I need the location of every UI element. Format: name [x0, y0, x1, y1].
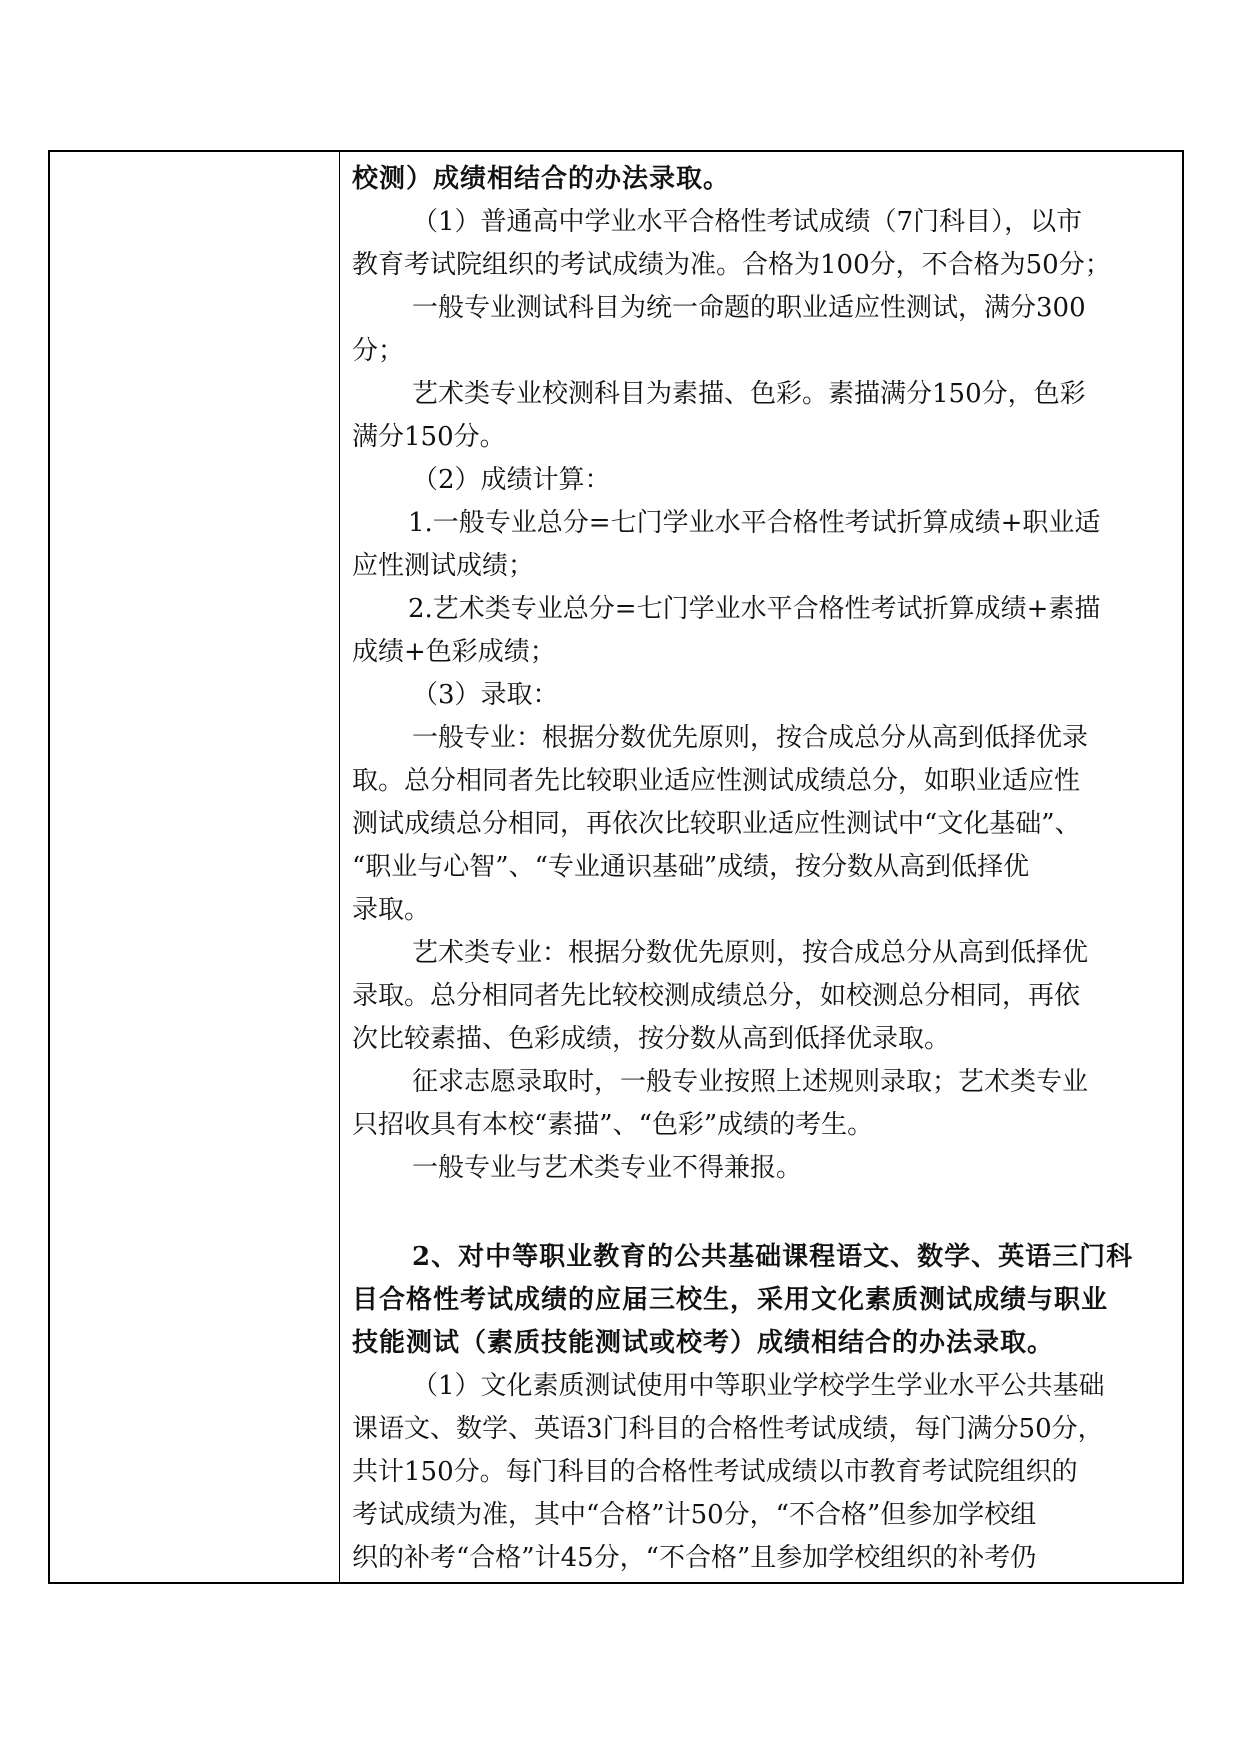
- text-line: 2.艺术类专业总分=七门学业水平合格性考试折算成绩+素描: [408, 594, 1101, 624]
- text-line: 教育考试院组织的考试成绩为准。合格为100分，不合格为50分；: [352, 250, 1111, 280]
- table-left-cell: [50, 152, 340, 1582]
- text-line: 满分150分。: [352, 422, 506, 452]
- text-line: 一般专业测试科目为统一命题的职业适应性测试，满分300: [412, 293, 1086, 323]
- text-line: 应性测试成绩；: [352, 551, 535, 581]
- text-line: 共计150分。每门科目的合格性考试成绩以市教育考试院组织的: [352, 1457, 1078, 1487]
- admission-rules-table: [48, 150, 1184, 1584]
- text-line: 一般专业：根据分数优先原则，按合成总分从高到低择优录: [412, 723, 1089, 753]
- text-line: 成绩+色彩成绩；: [352, 637, 556, 667]
- text-line: 征求志愿录取时，一般专业按照上述规则录取；艺术类专业: [412, 1067, 1089, 1097]
- text-line: 考试成绩为准，其中“合格”计50分，“不合格”但参加学校组: [352, 1500, 1037, 1530]
- text-line: （1）文化素质测试使用中等职业学校学生学业水平公共基础: [412, 1371, 1105, 1401]
- text-line: （1）普通高中学业水平合格性考试成绩（7门科目），以市: [412, 207, 1083, 237]
- text-line: “职业与心智”、“专业通识基础”成绩，按分数从高到低择优: [352, 852, 1030, 882]
- text-line: 只招收具有本校“素描”、“色彩”成绩的考生。: [352, 1110, 874, 1140]
- text-line: 测试成绩总分相同，再依次比较职业适应性测试中“文化基础”、: [352, 809, 1081, 839]
- text-line: 艺术类专业：根据分数优先原则，按合成总分从高到低择优: [412, 938, 1089, 968]
- text-line: 分；: [352, 336, 405, 366]
- text-line: 一般专业与艺术类专业不得兼报。: [412, 1153, 803, 1183]
- section-heading-line: 2、对中等职业教育的公共基础课程语文、数学、英语三门科: [412, 1242, 1134, 1272]
- text-line: （2）成绩计算：: [412, 465, 611, 495]
- text-line: 1.一般专业总分=七门学业水平合格性考试折算成绩+职业适: [408, 508, 1101, 538]
- text-line: 取。总分相同者先比较职业适应性测试成绩总分，如职业适应性: [352, 766, 1081, 796]
- text-line: 织的补考“合格”计45分，“不合格”且参加学校组织的补考仍: [352, 1543, 1037, 1573]
- text-line: 录取。: [352, 895, 431, 925]
- text-line: （3）录取：: [412, 680, 559, 710]
- text-line: 课语文、数学、英语3门科目的合格性考试成绩，每门满分50分，: [352, 1414, 1104, 1444]
- text-line: 艺术类专业校测科目为素描、色彩。素描满分150分，色彩: [412, 379, 1086, 409]
- section-heading-line: 目合格性考试成绩的应届三校生，采用文化素质测试成绩与职业: [352, 1285, 1109, 1315]
- text-line: 次比较素描、色彩成绩，按分数从高到低择优录取。: [352, 1024, 951, 1054]
- table-content-cell: [340, 152, 1182, 1582]
- text-line: 校测）成绩相结合的办法录取。: [352, 164, 731, 194]
- section-heading-line: 技能测试（素质技能测试或校考）成绩相结合的办法录取。: [352, 1328, 1055, 1358]
- text-line: 录取。总分相同者先比较校测成绩总分，如校测总分相同，再依: [352, 981, 1081, 1011]
